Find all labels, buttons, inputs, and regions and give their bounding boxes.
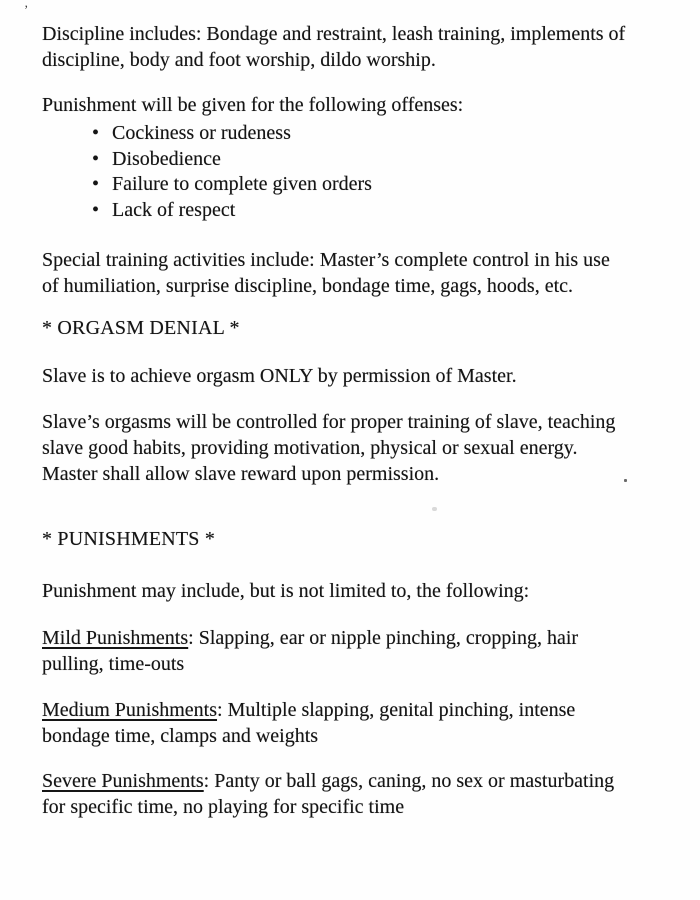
- scan-speck-faint: [432, 507, 437, 511]
- text-line: [42, 625, 578, 651]
- text-line: discipline, body and foot worship, dildo worship.: [42, 49, 436, 71]
- text-line: Slave is to achieve orgasm ONLY by permission of Master.: [42, 365, 517, 387]
- text-line: [42, 768, 614, 794]
- paragraph-orgasm-permission: [42, 363, 517, 389]
- list-item-text: Failure to complete given orders: [112, 173, 372, 195]
- label-continuation: : Multiple slapping, genital pinching, intense: [217, 699, 576, 721]
- paragraph-orgasm-control: [42, 409, 615, 487]
- text-line: Discipline includes: Bondage and restraint, leash training, implements of: [42, 23, 626, 45]
- paragraph-medium-punishments: [42, 697, 575, 749]
- underlined-label: Medium Punishments: [42, 699, 218, 721]
- label-continuation: : Panty or ball gags, caning, no sex or masturbating: [203, 770, 615, 792]
- bullet-icon: •: [92, 198, 100, 221]
- paragraph-special-training: [42, 247, 610, 299]
- list-item: [42, 172, 372, 198]
- list-item: [42, 147, 372, 173]
- text-line: Punishment will be given for the following offenses:: [42, 94, 464, 116]
- bullet-icon: •: [92, 173, 100, 195]
- list-item: [42, 198, 372, 224]
- list-item-text: Cockiness or rudeness: [112, 122, 291, 144]
- paragraph-punishment-offenses-intro: [42, 92, 463, 118]
- text-line: slave good habits, providing motivation, physical or sexual energy.: [42, 437, 578, 459]
- text-line: Master shall allow slave reward upon permission.: [42, 463, 440, 485]
- paragraph-mild-punishments: [42, 625, 578, 677]
- scan-speck-dot: [624, 479, 627, 482]
- paragraph-discipline-includes: [42, 21, 625, 73]
- text-line: [42, 697, 575, 723]
- offenses-bullet-list: [42, 121, 372, 223]
- scan-speck-tick: ’: [24, 2, 29, 17]
- paragraph-punishment-intro: [42, 578, 529, 604]
- label-continuation: : Slapping, ear or nipple pinching, cropping, hair: [188, 627, 579, 649]
- underlined-label: Severe Punishments: [42, 770, 204, 792]
- text-line: pulling, time-outs: [42, 653, 185, 675]
- list-item: [42, 121, 372, 147]
- text-line: Slave’s orgasms will be controlled for proper training of slave, teaching: [42, 411, 616, 433]
- text-line: bondage time, clamps and weights: [42, 725, 319, 747]
- text-line: of humiliation, surprise discipline, bondage time, gags, hoods, etc.: [42, 275, 574, 297]
- paragraph-severe-punishments: [42, 768, 614, 820]
- list-item-text: Disobedience: [112, 147, 221, 170]
- text-line: Punishment may include, but is not limited to, the following:: [42, 580, 530, 602]
- section-heading-orgasm-denial: * ORGASM DENIAL *: [42, 317, 240, 339]
- text-line: for specific time, no playing for specific time: [42, 796, 405, 818]
- section-heading-punishments: * PUNISHMENTS *: [42, 528, 216, 550]
- underlined-label: Mild Punishments: [42, 627, 189, 649]
- bullet-icon: •: [92, 122, 100, 144]
- bullet-icon: •: [92, 147, 100, 170]
- list-item-text: Lack of respect: [112, 198, 236, 221]
- text-line: Special training activities include: Master’s complete control in his use: [42, 249, 610, 271]
